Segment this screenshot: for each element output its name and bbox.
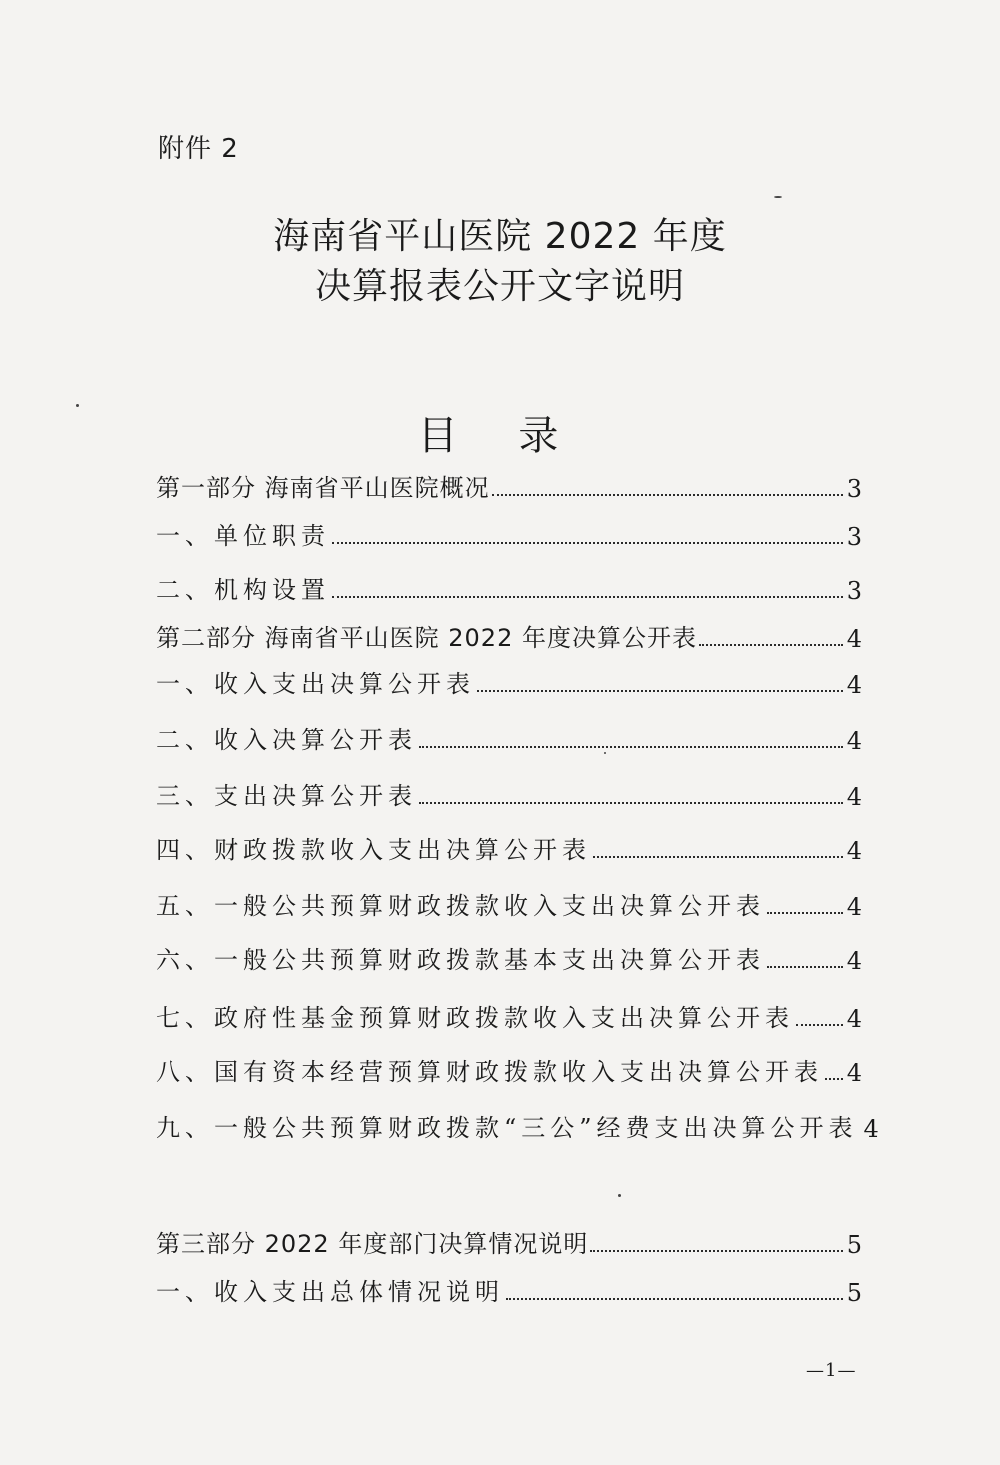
toc-dot-leader: [796, 1024, 843, 1026]
scan-speck: [76, 404, 79, 407]
toc-entry-label: 九、一般公共预算财政拨款“三公”经费支出决算公开表: [156, 1114, 858, 1142]
toc-entry-label: 一、收入支出总体情况说明: [156, 1278, 504, 1306]
toc-part-entry[interactable]: [156, 1224, 862, 1259]
toc-entry-label: 七、政府性基金预算财政拨款收入支出决算公开表: [156, 1004, 794, 1032]
toc-dot-leader: [767, 912, 843, 914]
toc-dot-leader: [699, 644, 843, 646]
toc-entry-label: 第二部分 海南省平山医院 2022 年度决算公开表: [156, 624, 697, 652]
toc-entry-page: 4: [846, 1005, 862, 1033]
toc-entry-label: 五、一般公共预算财政拨款收入支出决算公开表: [156, 892, 765, 920]
toc-entry-label: 二、收入决算公开表: [156, 726, 417, 754]
toc-part-entry[interactable]: [156, 468, 862, 503]
toc-entry[interactable]: [156, 886, 862, 921]
toc-entry-label: 六、一般公共预算财政拨款基本支出决算公开表: [156, 946, 765, 974]
toc-entry-label: 第一部分 海南省平山医院概况: [156, 474, 490, 502]
toc-entry[interactable]: [156, 1272, 862, 1307]
toc-dot-leader: [506, 1298, 843, 1300]
toc-entry-page: 4: [846, 947, 862, 975]
toc-entry-page: 4: [846, 837, 862, 865]
toc-entry[interactable]: [156, 830, 862, 865]
toc-entry-page: 5: [846, 1279, 862, 1307]
toc-dot-leader: [767, 966, 843, 968]
toc-dot-leader: [332, 542, 843, 544]
toc-dot-leader: [593, 856, 843, 858]
toc-entry-page: 4: [846, 1059, 862, 1087]
toc-entry-label: 一、收入支出决算公开表: [156, 670, 475, 698]
attachment-label: 附件 2: [158, 134, 239, 164]
toc-entry[interactable]: [156, 664, 862, 699]
toc-dot-leader: [419, 802, 843, 804]
toc-entry[interactable]: [156, 570, 862, 605]
scan-speck: [774, 196, 782, 198]
toc-entry[interactable]: [156, 998, 862, 1033]
page-number-footer: —1—: [806, 1360, 857, 1381]
document-title-line-2: 决算报表公开文字说明: [314, 266, 685, 307]
toc-entry-label: 四、财政拨款收入支出决算公开表: [156, 836, 591, 864]
document-title-line-1: 海南省平山医院 2022 年度: [273, 216, 727, 257]
toc-entry-label: 八、国有资本经营预算财政拨款收入支出决算公开表: [156, 1058, 823, 1086]
toc-entry-page: 4: [863, 1115, 879, 1143]
toc-entry-page: 4: [846, 727, 862, 755]
toc-entry-label: 一、单位职责: [156, 522, 330, 550]
toc-dot-leader: [477, 690, 843, 692]
toc-entry[interactable]: [156, 516, 862, 551]
toc-entry-page: 3: [846, 523, 862, 551]
toc-heading: 目 录: [417, 413, 583, 459]
toc-part-entry[interactable]: [156, 618, 862, 653]
toc-entry-page: 4: [846, 625, 862, 653]
toc-entry-label: 三、支出决算公开表: [156, 782, 417, 810]
toc-dot-leader: [492, 494, 843, 496]
toc-dot-leader: [825, 1078, 843, 1080]
scan-speck: [604, 752, 606, 754]
scan-speck: [618, 1194, 621, 1197]
toc-dot-leader: [590, 1250, 842, 1252]
toc-entry-page: 4: [846, 783, 862, 811]
toc-entry-label: 第三部分 2022 年度部门决算情况说明: [156, 1230, 589, 1258]
toc-dot-leader: [419, 746, 843, 748]
toc-entry[interactable]: [156, 940, 862, 975]
toc-entry-label: 二、机构设置: [156, 576, 330, 604]
toc-entry-page: 3: [846, 577, 862, 605]
toc-entry-page: 3: [846, 475, 862, 503]
toc-entry[interactable]: [156, 1052, 862, 1087]
toc-entry[interactable]: [156, 776, 862, 811]
toc-entry-page: 4: [846, 671, 862, 699]
toc-entry[interactable]: [156, 720, 862, 755]
toc-entry-page: 5: [846, 1231, 862, 1259]
toc-entry-page: 4: [846, 893, 862, 921]
toc-dot-leader: [332, 596, 843, 598]
toc-entry[interactable]: [156, 1108, 879, 1143]
